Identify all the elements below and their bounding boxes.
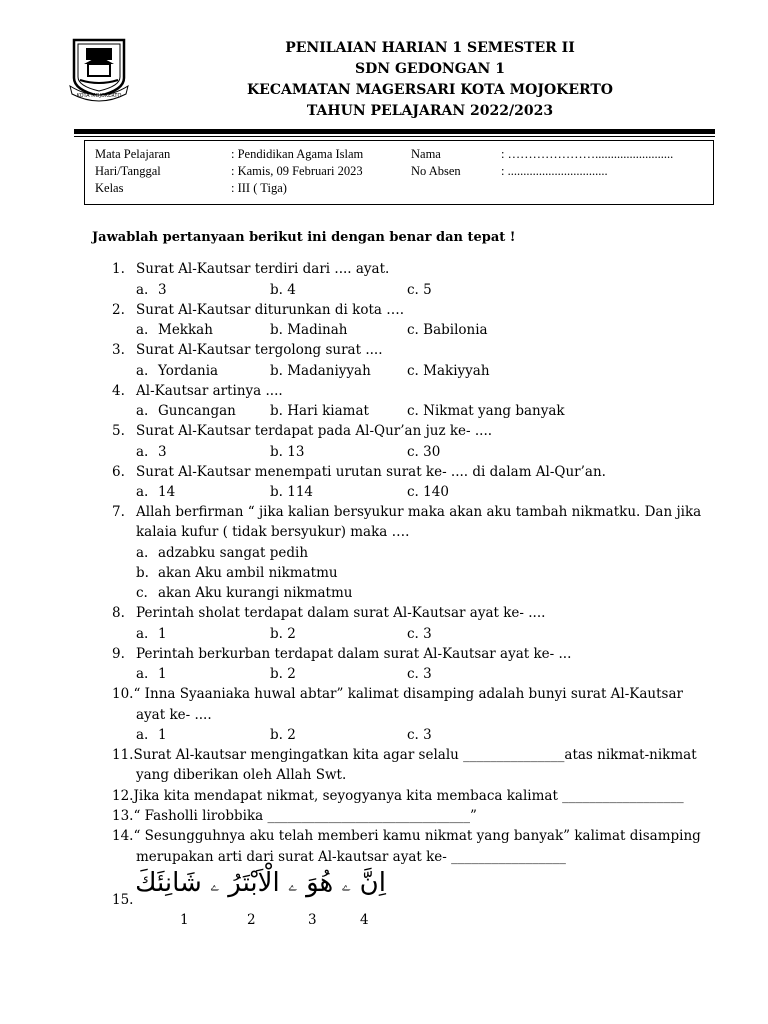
question-8: 8. Perintah sholat terdapat dalam surat Al-Kautsar ayat ke- .... bbox=[112, 605, 546, 621]
date-value: : Kamis, 09 Februari 2023 bbox=[231, 164, 363, 178]
question-10: 10.“ Inna Syaaniaka huwal abtar” kalimat disamping adalah bunyi surat Al-Kautsar bbox=[112, 686, 683, 702]
question-14: 14.“ Sesungguhnya aku telah memberi kamu nikmat yang banyak” kalimat disamping bbox=[112, 828, 701, 844]
school-seal-logo bbox=[66, 34, 132, 104]
option-a: a. Yordania bbox=[136, 363, 219, 379]
date-label: Hari/Tanggal bbox=[95, 164, 161, 178]
question-1 bbox=[112, 261, 389, 277]
option-c: c. 140 bbox=[407, 484, 449, 500]
header-title: PENILAIAN HARIAN 1 SEMESTER II bbox=[285, 40, 575, 56]
name-field[interactable]: : …………………......................... bbox=[501, 147, 674, 161]
question-9: 9. Perintah berkurban terdapat dalam surat Al-Kautsar ayat ke- ... bbox=[112, 646, 572, 662]
question-number: 1. bbox=[112, 261, 125, 277]
option-a: a. 3 bbox=[136, 282, 167, 298]
option-a: a. 1 bbox=[136, 666, 167, 682]
header-divider-thin bbox=[74, 136, 715, 137]
question-text: Surat Al-Kautsar terdiri dari .... ayat. bbox=[136, 261, 390, 277]
option-b: b. Hari kiamat bbox=[270, 403, 369, 419]
question-10-continued: ayat ke- .... bbox=[136, 707, 212, 723]
word-label-1: 1 bbox=[180, 912, 189, 928]
option-b: b. 114 bbox=[270, 484, 313, 500]
question-11: 11.Surat Al-kautsar mengingatkan kita agar selalu _______________atas nikmat-nikmat bbox=[112, 747, 697, 763]
option-b: b. Madinah bbox=[270, 322, 348, 338]
word-label-3: 3 bbox=[308, 912, 317, 928]
option-c: c. Makiyyah bbox=[407, 363, 490, 379]
question-7: 7. Allah berfirman “ jika kalian bersyukur maka akan aku tambah nikmatku. Dan jika bbox=[112, 504, 702, 520]
question-14-continued: merupakan arti dari surat Al-kautsar ayat ke- _________________ bbox=[136, 849, 566, 865]
option-c: c. 30 bbox=[407, 444, 441, 460]
header-school: SDN GEDONGAN 1 bbox=[355, 61, 505, 77]
option-c: c. 3 bbox=[407, 626, 432, 642]
class-value: : III ( Tiga) bbox=[231, 181, 287, 195]
class-label: Kelas bbox=[95, 181, 124, 195]
option-a: a. 1 bbox=[136, 626, 167, 642]
option-a: a. Mekkah bbox=[136, 322, 213, 338]
option-b: b. 4 bbox=[270, 282, 296, 298]
absen-field[interactable]: : ................................ bbox=[501, 164, 608, 178]
option-a: a. 1 bbox=[136, 727, 167, 743]
question-6: 6. Surat Al-Kautsar menempati urutan surat ke- .... di dalam Al-Qur’an. bbox=[112, 464, 606, 480]
header-year: TAHUN PELAJARAN 2022/2023 bbox=[306, 103, 554, 119]
word-label-2: 2 bbox=[247, 912, 256, 928]
word-label-4: 4 bbox=[360, 912, 369, 928]
question-15: 15. bbox=[112, 892, 134, 908]
question-5: 5. Surat Al-Kautsar terdapat pada Al-Qur’an juz ke- .... bbox=[112, 423, 493, 439]
option-a: a. 14 bbox=[136, 484, 176, 500]
question-2: 2. Surat Al-Kautsar diturunkan di kota …. bbox=[112, 302, 405, 318]
option-a: a. 3 bbox=[136, 444, 167, 460]
option-b: b. 13 bbox=[270, 444, 305, 460]
option-b: b. akan Aku ambil nikmatmu bbox=[136, 565, 338, 581]
question-12: 12.Jika kita mendapat nikmat, seyogyanya kita membaca kalimat __________________ bbox=[112, 788, 684, 804]
option-b: b. 2 bbox=[270, 626, 296, 642]
option-c: c. 3 bbox=[407, 727, 432, 743]
question-11-continued: yang diberikan oleh Allah Swt. bbox=[136, 767, 347, 783]
option-a: a. adzabku sangat pedih bbox=[136, 545, 309, 561]
option-c: c. 5 bbox=[407, 282, 432, 298]
option-a: a. Guncangan bbox=[136, 403, 236, 419]
logo-ribbon-text: KOTA MOJOKERTO bbox=[76, 93, 122, 99]
instruction-text: Jawablah pertanyaan berikut ini dengan benar dan tepat ! bbox=[92, 230, 516, 245]
option-c: c. Babilonia bbox=[407, 322, 488, 338]
option-b: b. 2 bbox=[270, 666, 296, 682]
option-b: b. 2 bbox=[270, 727, 296, 743]
subject-value: : Pendidikan Agama Islam bbox=[231, 147, 364, 161]
header-district: KECAMATAN MAGERSARI KOTA MOJOKERTO bbox=[246, 82, 613, 98]
option-c: c. Nikmat yang banyak bbox=[407, 403, 565, 419]
option-c: c. 3 bbox=[407, 666, 432, 682]
subject-label: Mata Pelajaran bbox=[95, 147, 171, 161]
question-4: 4. Al-Kautsar artinya .... bbox=[112, 383, 283, 399]
document-header bbox=[200, 38, 660, 122]
header-divider-thick bbox=[74, 129, 715, 134]
arabic-verse: اِنَّ ۦ هُوَ ۦ الْاَبْتَرُ ۦ شَانِئَكَ bbox=[135, 868, 386, 898]
option-c: c. akan Aku kurangi nikmatmu bbox=[136, 585, 353, 601]
question-3: 3. Surat Al-Kautsar tergolong surat .... bbox=[112, 342, 383, 358]
name-label: Nama bbox=[411, 147, 441, 161]
option-b: b. Madaniyyah bbox=[270, 363, 371, 379]
question-7-continued: kalaia kufur ( tidak bersyukur) maka …. bbox=[136, 524, 410, 540]
question-13: 13.“ Fasholli lirobbika ______________________________” bbox=[112, 808, 477, 824]
absen-label: No Absen bbox=[411, 164, 461, 178]
student-info-box bbox=[84, 140, 714, 205]
